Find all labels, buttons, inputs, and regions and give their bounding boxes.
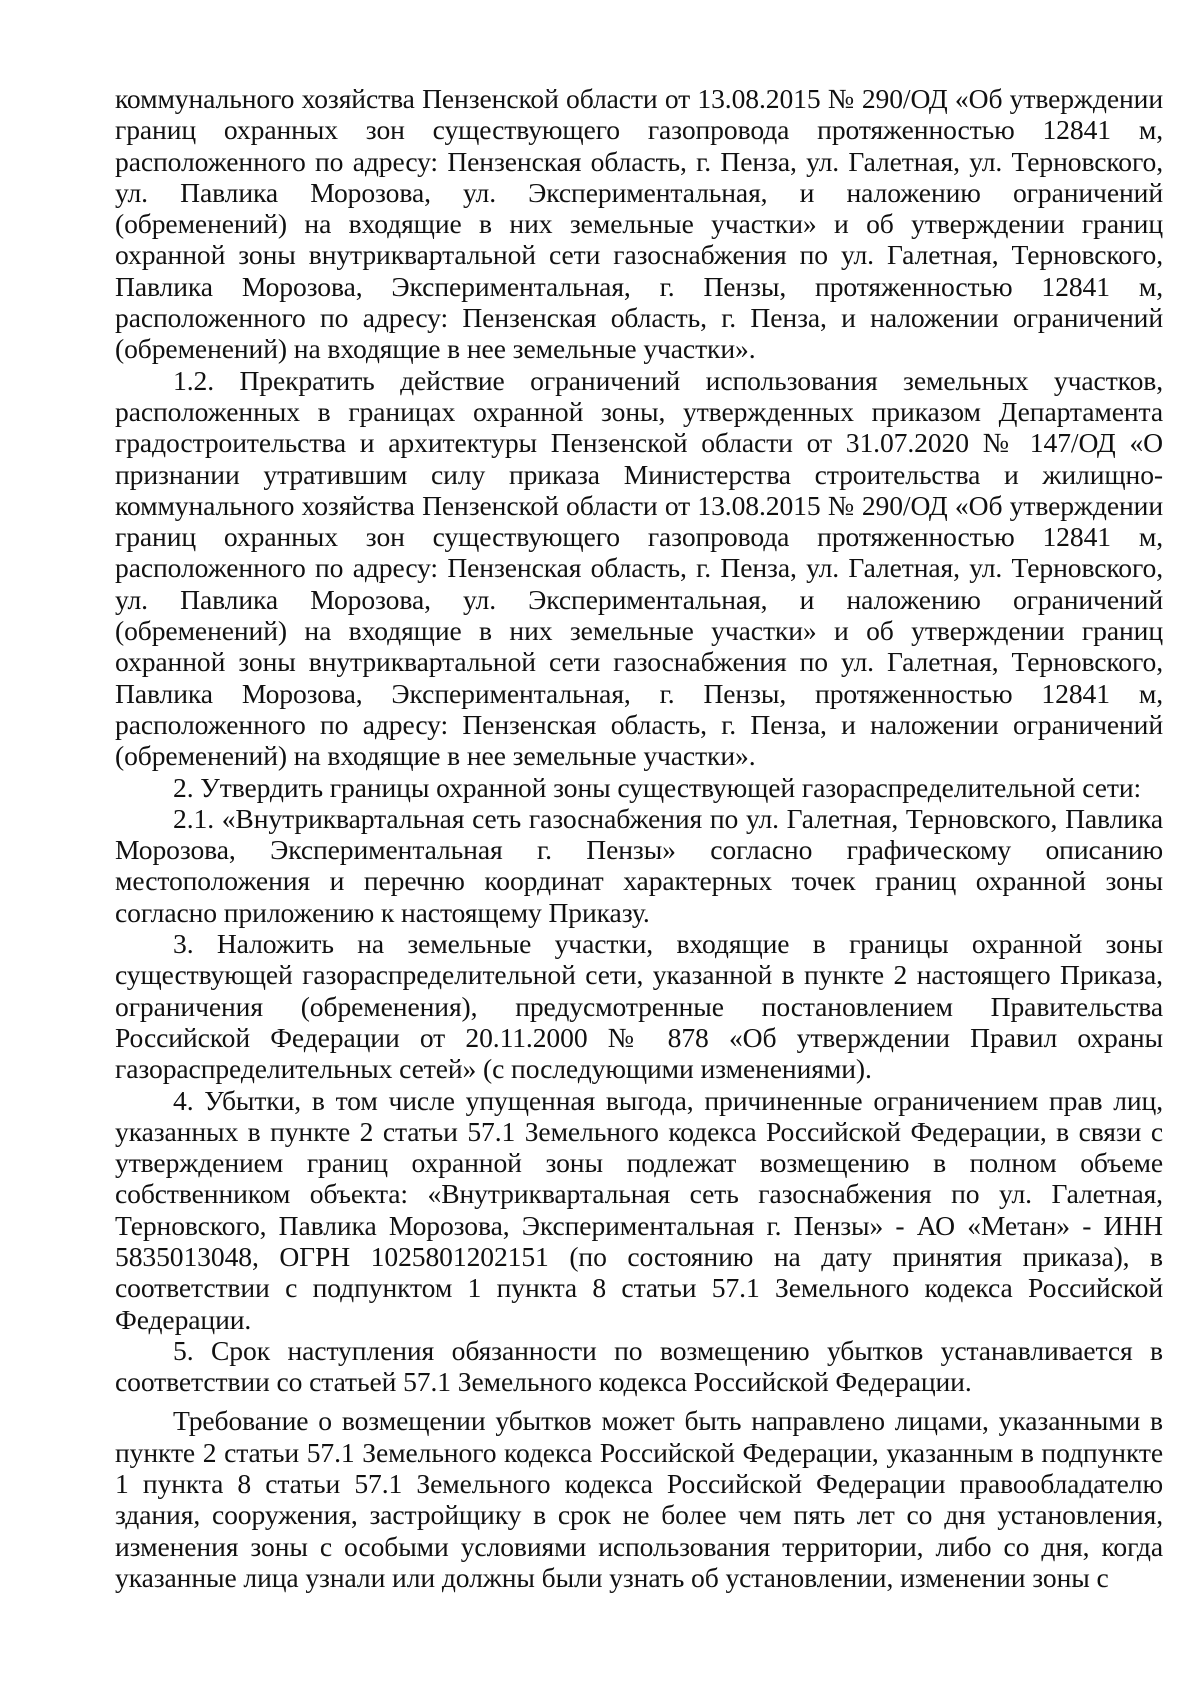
document-page [115,83,1163,1593]
paragraph-5: 5. Срок наступления обязанности по возмещению убытков устанавливается в соответствии со статьей 57.1 Земельного кодекса Российской Федерации. [115,1334,1163,1398]
paragraph-2-1: 2.1. «Внутриквартальная сеть газоснабжения по ул. Галетная, Терновского, Павлика Морозова, Экспериментальная г. Пензы» согласно графическому описанию местоположения и перечню координат характерных точек границ охранной зоны согласно приложению к настоящему Приказу. [115,802,1163,928]
paragraph-4: 4. Убытки, в том числе упущенная выгода, причиненные ограничением прав лиц, указанных в пункте 2 статьи 57.1 Земельного кодекса Российской Федерации, в связи с утверждением границ охранной зоны подлежат возмещению в полном объеме собственником объекта: «Внутриквартальная сеть газоснабжения по ул. Галетная, Терновского, Павлика Морозова, Экспериментальная г. Пензы» - АО «Метан» - ИНН 5835013048, ОГРН 1025801202151 (по состоянию на дату принятия приказа), в соответствии с подпунктом 1 пункта 8 статьи 57.1 Земельного кодекса Российской Федерации. [115,1084,1163,1335]
paragraph-continuation: коммунального хозяйства Пензенской области от 13.08.2015 № 290/ОД «Об утверждении границ охранных зон существующего газопровода протяженностью 12841 м, расположенного по адресу: Пензенская область, г. Пенза, ул. Галетная, ул. Терновского, ул. Павлика Морозова, ул. Экспериментальная, и наложению ограничений (обременений) на входящие в них земельные участки» и об утверждении границ охранной зоны внутриквартальной сети газоснабжения по ул. Галетная, Терновского, Павлика Морозова, Экспериментальная, г. Пензы, протяженностью 12841 м, расположенного по адресу: Пензенская область, г. Пенза, и наложении ограничений (обременений) на входящие в нее земельные участки». [115,83,1163,365]
paragraph-2: 2. Утвердить границы охранной зоны существующей газораспределительной сети: [173,771,1142,803]
paragraph-3: 3. Наложить на земельные участки, входящие в границы охранной зоны существующей газораспределительной сети, указанной в пункте 2 настоящего Приказа, ограничения (обременения), предусмотренные постановлением Правительства Российской Федерации от 20.11.2000 № 878 «Об утверждении Правил охраны газораспределительных сетей» (с последующими изменениями). [115,928,1163,1085]
paragraph-claim: Требование о возмещении убытков может быть направлено лицами, указанными в пункте 2 статьи 57.1 Земельного кодекса Российской Федерации, указанным в подпункте 1 пункта 8 статьи 57.1 Земельного кодекса Российской Федерации правообладателю здания, сооружения, застройщику в срок не более чем пять лет со дня установления, изменения зоны с особыми условиями использования территории, либо со дня, когда указанные лица узнали или должны были узнать об установлении, изменении зоны с [115,1405,1163,1593]
paragraph-1-2: 1.2. Прекратить действие ограничений использования земельных участков, расположенных в границах охранной зоны, утвержденных приказом Департамента градостроительства и архитектуры Пензенской области от 31.07.2020 № 147/ОД «О признании утратившим силу приказа Министерства строительства и жилищно-коммунального хозяйства Пензенской области от 13.08.2015 № 290/ОД «Об утверждении границ охранных зон существующего газопровода протяженностью 12841 м, расположенного по адресу: Пензенская область, г. Пенза, ул. Галетная, ул. Терновского, ул. Павлика Морозова, ул. Экспериментальная, и наложению ограничений (обременений) на входящие в них земельные участки» и об утверждении границ охранной зоны внутриквартальной сети газоснабжения по ул. Галетная, Терновского, Павлика Морозова, Экспериментальная, г. Пензы, протяженностью 12841 м, расположенного по адресу: Пензенская область, г. Пенза, и наложении ограничений (обременений) на входящие в нее земельные участки». [115,364,1163,772]
